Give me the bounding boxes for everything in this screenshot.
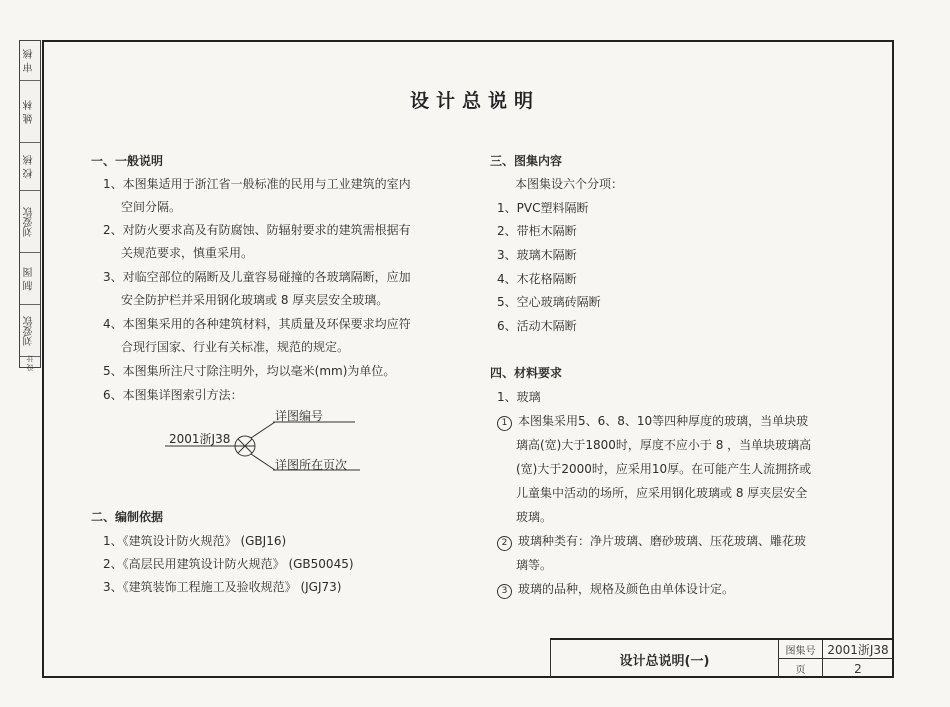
signature-cell: 设 计 <box>25 354 34 372</box>
text-line: 1 本图集采用5、6、8、10等四种厚度的玻璃，当单块玻 <box>497 412 808 431</box>
text-line: 1、《建筑设计防火规范》 (GBJ16) <box>103 534 287 548</box>
section-heading: 三、图集内容 <box>490 154 563 168</box>
text-line: 2、对防火要求高及有防腐蚀、防辐射要求的建筑需根据有 <box>103 223 411 237</box>
text-line: 1、玻璃 <box>497 390 541 404</box>
text-line: 2、《高层民用建筑设计防火规范》 (GB50045) <box>103 557 354 571</box>
text-line: 2 玻璃种类有：净片玻璃、磨砂玻璃、压花玻璃、雕花玻 <box>497 532 806 551</box>
circled-number: 2 <box>497 536 512 551</box>
circled-number: 3 <box>497 584 512 599</box>
index-label-bottom: 详图所在页次 <box>275 458 348 472</box>
index-label-top: 详图编号 <box>275 409 324 423</box>
text-line: 关规范要求，慎重采用。 <box>121 246 254 260</box>
text-line: 1、本图集适用于浙江省一般标准的民用与工业建筑的室内 <box>103 177 411 191</box>
text-line: 空间分隔。 <box>121 200 182 214</box>
page-title: 设计总说明 <box>409 90 540 112</box>
text-line: 玻璃。 <box>516 510 553 524</box>
text-line: 儿童集中活动的场所，应采用钢化玻璃或 8 厚夹层安全 <box>516 486 808 500</box>
circled-number: 1 <box>497 416 512 431</box>
atlas-number-value: 2001浙J38 <box>823 640 893 659</box>
text-line: 3 玻璃的品种，规格及颜色由单体设计定。 <box>497 580 734 599</box>
atlas-number-label: 图集号 <box>779 640 823 659</box>
list-item: 2、带柜木隔断 <box>497 224 577 238</box>
section-heading: 四、材料要求 <box>490 366 563 380</box>
text-line: 璃等。 <box>516 558 553 572</box>
text-line: 5、本图集所注尺寸除注明外，均以毫米(mm)为单位。 <box>103 364 396 378</box>
index-code: 2001浙J38 <box>169 432 231 446</box>
page-number: 2 <box>854 661 862 676</box>
text-line: (宽)大于2000时，应采用10厚。在可能产生人流拥挤或 <box>516 462 812 476</box>
text-line: 3、《建筑装饰工程施工及验收规范》 (JGJ73) <box>103 580 342 594</box>
text-line: 本图集设六个分项： <box>515 177 624 191</box>
text-line: 安全防护栏并采用钢化玻璃或 8 厚夹层安全玻璃。 <box>121 293 389 307</box>
list-item: 1、PVC塑料隔断 <box>497 201 589 215</box>
section-heading: 二、编制依据 <box>91 510 164 524</box>
signature-cell: 刘爱钦 <box>20 305 40 357</box>
signature-cell: 制 图 <box>20 253 40 305</box>
drawing-name: 设计总说明(一) <box>551 640 779 678</box>
signature-cell: 校 核 <box>20 143 40 191</box>
title-block <box>550 638 894 678</box>
signature-cell: 刘爱钦 <box>20 191 40 253</box>
text-line: 6、本图集详图索引方法： <box>103 388 243 402</box>
signature-cell: 姚 林 <box>20 81 40 143</box>
detail-index-diagram <box>165 409 365 480</box>
signature-cell: 审 核 <box>20 41 40 81</box>
list-item: 6、活动木隔断 <box>497 319 577 333</box>
text-line: 4、本图集采用的各种建筑材料，其质量及环保要求均应符 <box>103 317 411 331</box>
list-item: 5、空心玻璃砖隔断 <box>497 295 601 309</box>
page-label: 页 <box>779 659 823 678</box>
section-heading: 一、一般说明 <box>91 154 164 168</box>
text-line: 璃高(宽)大于1800时，厚度不应小于 8 ，当单块玻璃高 <box>516 438 812 452</box>
list-item: 3、玻璃木隔断 <box>497 248 577 262</box>
text-line: 合现行国家、行业有关标准，规范的规定。 <box>121 340 350 354</box>
text-line: 3、对临空部位的隔断及儿童容易碰撞的各玻璃隔断，应加 <box>103 270 411 284</box>
list-item: 4、木花格隔断 <box>497 272 577 286</box>
